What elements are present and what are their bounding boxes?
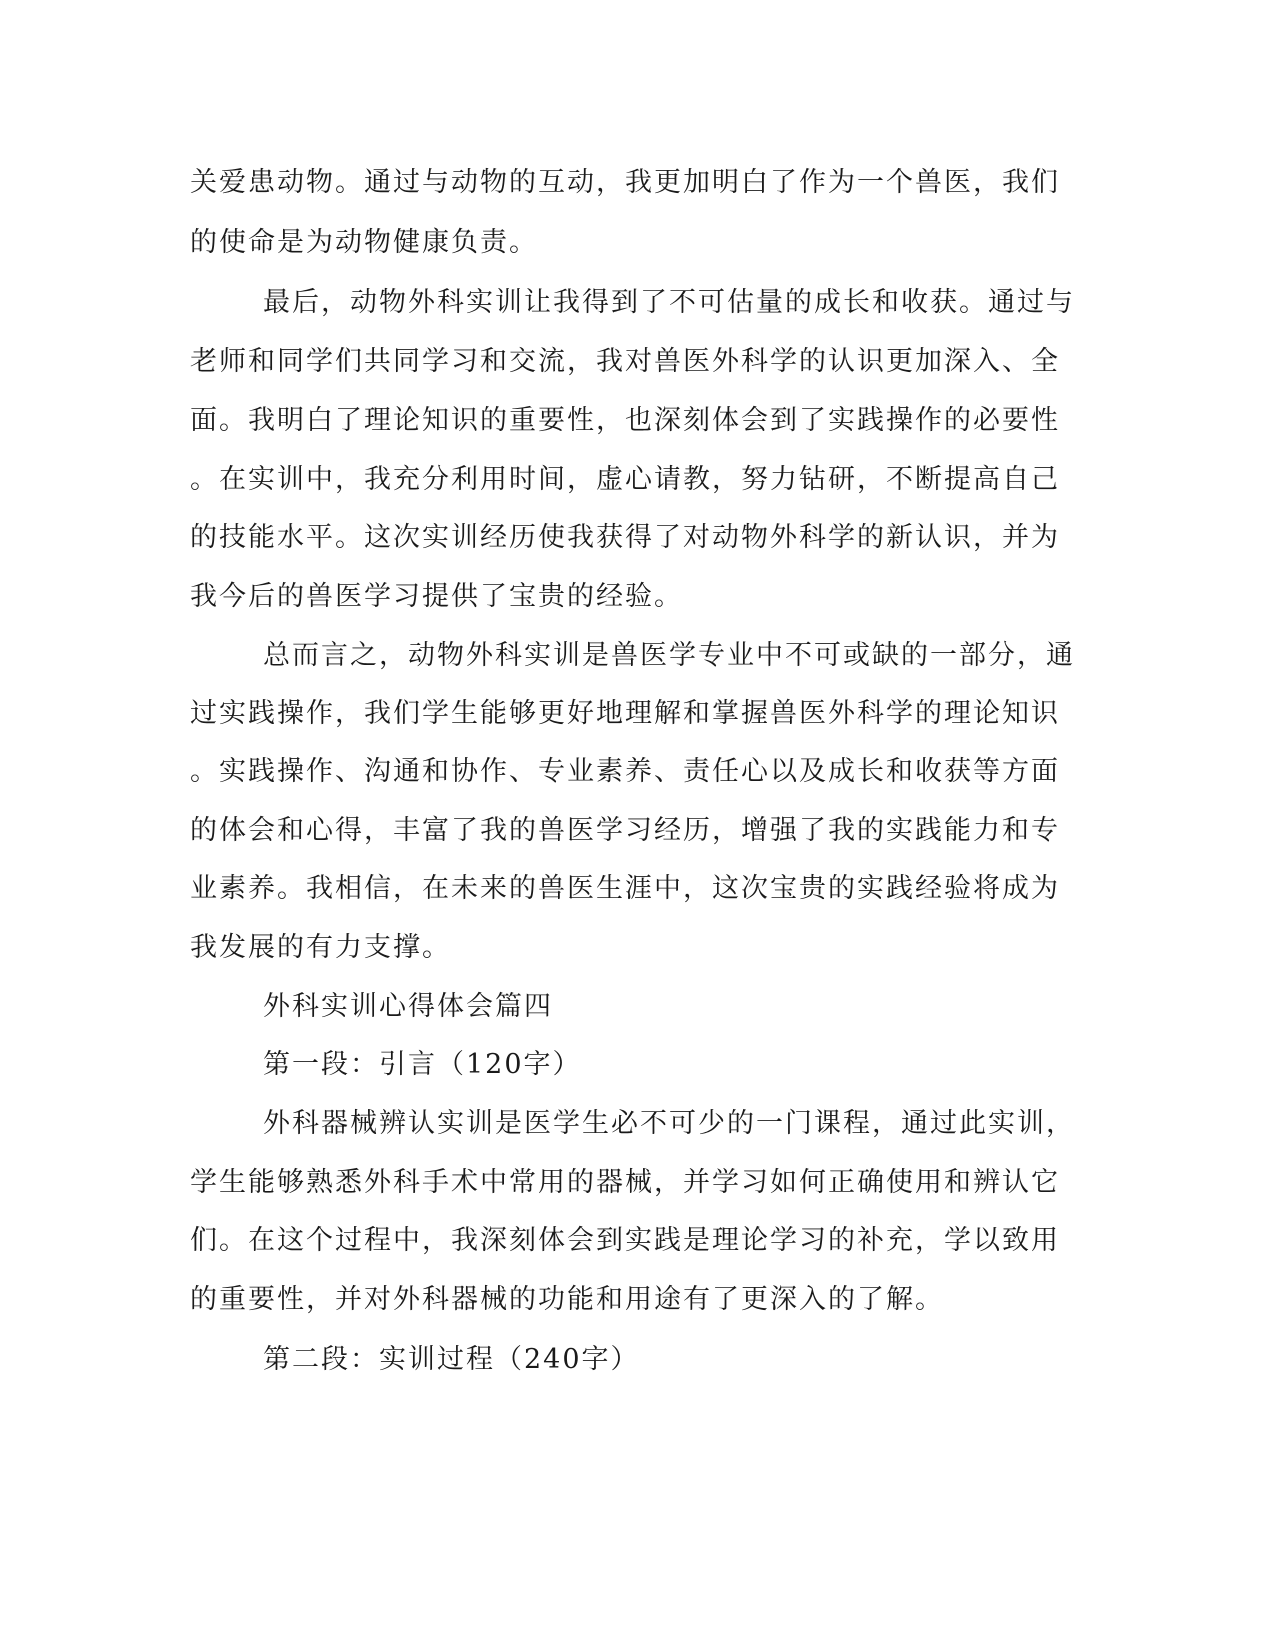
text-line: 关爱患动物。通过与动物的互动，我更加明白了作为一个兽医，我们 (190, 167, 1060, 198)
text-line: 学生能够熟悉外科手术中常用的器械，并学习如何正确使用和辨认它 (190, 1167, 1060, 1198)
text-line: 。实践操作、沟通和协作、专业素养、责任心以及成长和收获等方面 (190, 756, 1060, 787)
text-line: 。在实训中，我充分利用时间，虚心请教，努力钻研，不断提高自己 (190, 464, 1060, 495)
text-line: 的技能水平。这次实训经历使我获得了对动物外科学的新认识，并为 (190, 522, 1060, 553)
subsection-heading: 第二段：实训过程（240字） (263, 1344, 640, 1375)
text-line: 业素养。我相信，在未来的兽医生涯中，这次宝贵的实践经验将成为 (190, 873, 1060, 904)
text-line: 老师和同学们共同学习和交流，我对兽医外科学的认识更加深入、全 (190, 346, 1060, 377)
section-heading: 外科实训心得体会篇四 (263, 991, 553, 1022)
paragraph-start-line: 外科器械辨认实训是医学生必不可少的一门课程，通过此实训， (263, 1108, 1075, 1139)
text-line: 面。我明白了理论知识的重要性，也深刻体会到了实践操作的必要性 (190, 405, 1060, 436)
text-line: 我今后的兽医学习提供了宝贵的经验。 (190, 581, 683, 612)
text-line: 过实践操作，我们学生能够更好地理解和掌握兽医外科学的理论知识 (190, 698, 1060, 729)
text-line: 的使命是为动物健康负责。 (190, 227, 538, 258)
paragraph-start-line: 最后，动物外科实训让我得到了不可估量的成长和收获。通过与 (263, 287, 1075, 318)
text-line: 们。在这个过程中，我深刻体会到实践是理论学习的补充，学以致用 (190, 1225, 1060, 1256)
text-line: 的体会和心得，丰富了我的兽医学习经历，增强了我的实践能力和专 (190, 815, 1060, 846)
text-line: 的重要性，并对外科器械的功能和用途有了更深入的了解。 (190, 1284, 944, 1315)
subsection-heading: 第一段：引言（120字） (263, 1049, 582, 1080)
text-line: 我发展的有力支撑。 (190, 932, 451, 963)
paragraph-start-line: 总而言之，动物外科实训是兽医学专业中不可或缺的一部分，通 (263, 640, 1075, 671)
